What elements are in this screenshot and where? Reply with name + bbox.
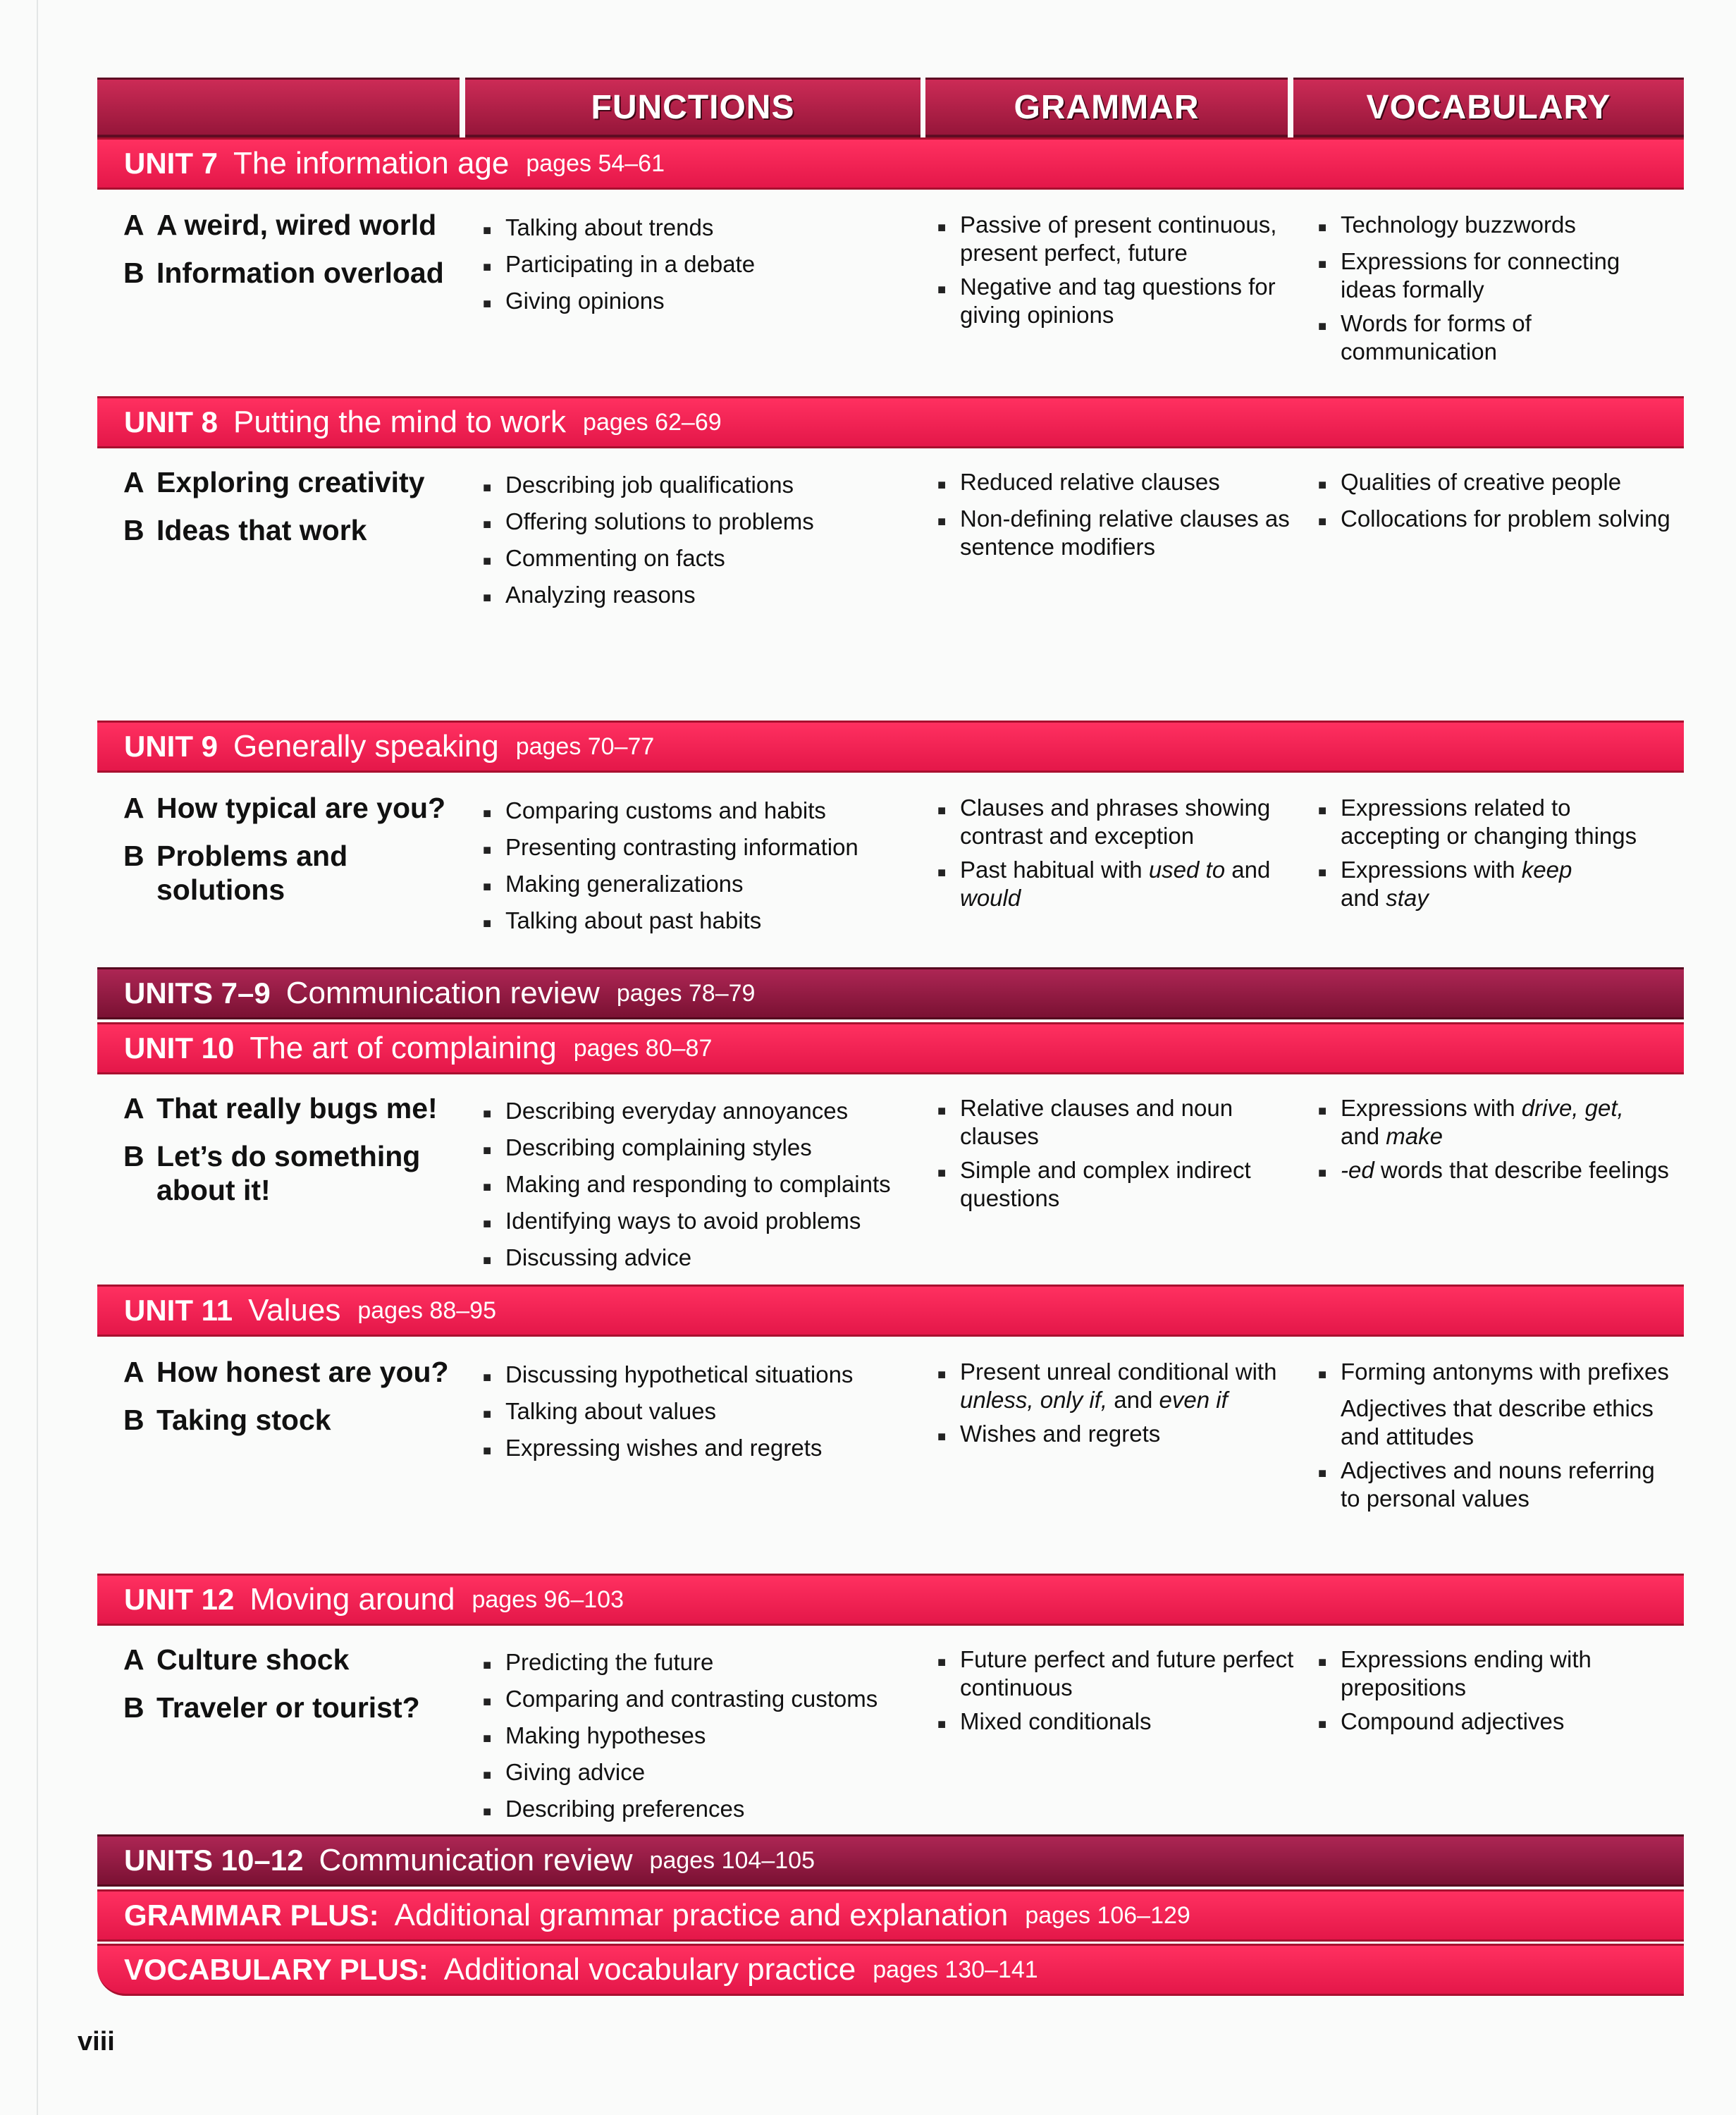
functions-text: Participating in a debate xyxy=(505,251,756,277)
functions-list xyxy=(483,1097,927,1280)
vocabulary-item xyxy=(1318,309,1685,366)
lesson-item xyxy=(123,1691,455,1724)
grammar-item xyxy=(937,505,1297,561)
unit-pages: pages 96–103 xyxy=(472,1586,624,1613)
grammar-item xyxy=(937,1156,1297,1213)
grammar-text xyxy=(960,794,1270,850)
grammar-line: sentence modifiers xyxy=(960,534,1155,560)
functions-text: Predicting the future xyxy=(505,1649,714,1675)
vocabulary-text xyxy=(1341,505,1670,536)
bullet-square-icon: ■ xyxy=(483,1216,492,1232)
vocabulary-line: Adjectives and nouns referring xyxy=(1341,1457,1655,1483)
lesson-item xyxy=(123,513,455,547)
functions-text: Talking about past habits xyxy=(505,907,762,933)
grammar-text xyxy=(960,1156,1251,1213)
functions-item xyxy=(483,907,927,938)
grammar-item xyxy=(937,1420,1297,1451)
lesson-item xyxy=(123,1403,455,1437)
lesson-item xyxy=(123,208,455,242)
bullet-square-icon: ■ xyxy=(483,1804,492,1820)
page-number: viii xyxy=(78,2027,115,2056)
bullet-square-icon: ■ xyxy=(483,1694,492,1710)
lesson-letter: A xyxy=(123,1092,144,1124)
bullet-square-icon: ■ xyxy=(937,1367,947,1383)
lesson-item xyxy=(123,791,455,825)
vocabulary-text xyxy=(1341,1457,1655,1513)
unit-number: UNIT 12 xyxy=(124,1583,235,1616)
lesson-item xyxy=(123,1091,455,1125)
vocabulary-item xyxy=(1318,1358,1685,1389)
header-functions: FUNCTIONS xyxy=(465,78,921,137)
functions-item xyxy=(483,833,927,864)
unit-pages: pages 88–95 xyxy=(357,1296,496,1324)
bullet-square-icon: ■ xyxy=(483,296,492,312)
vocabulary-item xyxy=(1318,211,1685,242)
vocabulary-text xyxy=(1341,468,1621,499)
lesson-list xyxy=(123,791,455,921)
lesson-item xyxy=(123,465,455,499)
vocabulary-line: Qualities of creative people xyxy=(1341,469,1622,495)
unit-bar-8 xyxy=(97,396,1684,448)
functions-item xyxy=(483,471,927,502)
bullet-square-icon: ■ xyxy=(483,916,492,931)
lesson-title: Problems and solutions xyxy=(156,840,348,906)
vocabulary-line: and attitudes xyxy=(1341,1423,1474,1449)
lesson-item xyxy=(123,1139,455,1207)
functions-text: Talking about values xyxy=(505,1398,717,1424)
unit-pages: pages 54–61 xyxy=(526,149,665,177)
grammar-item xyxy=(937,794,1297,850)
extra-label: VOCABULARY PLUS: xyxy=(124,1953,429,1986)
vocabulary-item xyxy=(1318,1094,1685,1151)
grammar-list xyxy=(937,211,1297,335)
grammar-line: unless, only if, and even if xyxy=(960,1387,1228,1413)
grammar-line: Wishes and regrets xyxy=(960,1421,1161,1447)
unit-pages: pages 70–77 xyxy=(515,732,655,760)
functions-text: Making generalizations xyxy=(505,871,744,897)
vocabulary-text xyxy=(1341,856,1572,912)
lesson-item xyxy=(123,839,455,907)
grammar-text xyxy=(960,273,1276,329)
functions-item xyxy=(483,1434,927,1465)
vocabulary-line: and stay xyxy=(1341,885,1429,911)
grammar-line: Non-defining relative clauses as xyxy=(960,505,1290,532)
grammar-line: Passive of present continuous, xyxy=(960,212,1277,238)
bullet-square-icon: ■ xyxy=(483,517,492,532)
grammar-line: giving opinions xyxy=(960,302,1114,328)
lesson-title: Ideas that work xyxy=(156,514,367,546)
functions-text: Making and responding to complaints xyxy=(505,1171,891,1197)
unit-number: UNIT 11 xyxy=(124,1294,233,1327)
grammar-list xyxy=(937,794,1297,918)
functions-text: Expressing wishes and regrets xyxy=(505,1435,823,1461)
unit-pages: pages 62–69 xyxy=(583,408,722,436)
lesson-list xyxy=(123,208,455,304)
grammar-text xyxy=(960,468,1220,499)
vocabulary-line: Technology buzzwords xyxy=(1341,212,1576,238)
lesson-list xyxy=(123,1643,455,1739)
lesson-list xyxy=(123,1091,455,1221)
grammar-text xyxy=(960,1708,1151,1739)
grammar-text xyxy=(960,1358,1276,1414)
grammar-item xyxy=(937,1708,1297,1739)
bullet-square-icon: ■ xyxy=(483,1106,492,1122)
lesson-letter: B xyxy=(123,514,144,546)
lesson-letter: A xyxy=(123,209,144,241)
functions-text: Comparing and contrasting customs xyxy=(505,1686,878,1712)
bullet-square-icon: ■ xyxy=(483,259,492,275)
vocabulary-text xyxy=(1341,794,1637,850)
bullet-square-icon: ■ xyxy=(483,1143,492,1158)
functions-item xyxy=(483,1722,927,1753)
vocabulary-plus-bar xyxy=(97,1944,1684,1996)
grammar-line: Past habitual with used to and xyxy=(960,857,1271,883)
vocabulary-line: Words for forms of communication xyxy=(1341,310,1532,364)
functions-item xyxy=(483,870,927,901)
grammar-line: Future perfect and future perfect xyxy=(960,1646,1294,1672)
functions-list xyxy=(483,214,927,324)
vocabulary-line: Adjectives that describe ethics xyxy=(1341,1395,1654,1421)
bullet-square-icon: ■ xyxy=(1318,257,1327,272)
vocabulary-text xyxy=(1341,1708,1564,1739)
functions-item xyxy=(483,214,927,245)
functions-list xyxy=(483,1648,927,1832)
bullet-square-icon: ■ xyxy=(937,1165,947,1181)
unit-pages: pages 80–87 xyxy=(573,1034,713,1062)
vocabulary-line: Forming antonyms with prefixes xyxy=(1341,1359,1669,1385)
lesson-letter: A xyxy=(123,466,144,498)
functions-item xyxy=(483,1097,927,1128)
grammar-text xyxy=(960,1645,1293,1702)
lesson-title: A weird, wired world xyxy=(156,209,437,241)
bullet-square-icon: ■ xyxy=(1318,803,1327,819)
bullet-square-icon: ■ xyxy=(1318,514,1327,529)
bullet-square-icon: ■ xyxy=(937,803,947,819)
functions-item xyxy=(483,508,927,539)
review-bar-10-12 xyxy=(97,1834,1684,1887)
bullet-square-icon: ■ xyxy=(483,590,492,606)
functions-text: Describing everyday annoyances xyxy=(505,1098,849,1124)
bullet-square-icon: ■ xyxy=(1318,1103,1327,1119)
header-blank-cell xyxy=(97,78,460,137)
functions-text: Giving opinions xyxy=(505,288,665,314)
page-edge-line xyxy=(37,0,38,2115)
functions-item xyxy=(483,544,927,575)
functions-item xyxy=(483,1648,927,1679)
functions-item xyxy=(483,1134,927,1165)
review-pages: pages 104–105 xyxy=(649,1846,815,1874)
vocabulary-list xyxy=(1318,211,1685,372)
bullet-square-icon: ■ xyxy=(483,1406,492,1422)
bullet-square-icon: ■ xyxy=(483,1767,492,1783)
unit-bar-9 xyxy=(97,721,1684,773)
unit-title: The art of complaining xyxy=(250,1031,557,1065)
grammar-line: Simple and complex indirect xyxy=(960,1157,1251,1183)
bullet-square-icon: ■ xyxy=(483,806,492,821)
functions-item xyxy=(483,1244,927,1275)
bullet-square-icon: ■ xyxy=(937,282,947,298)
bullet-square-icon: ■ xyxy=(483,553,492,569)
vocabulary-list xyxy=(1318,794,1685,918)
bullet-square-icon: ■ xyxy=(937,514,947,529)
lesson-letter: A xyxy=(123,792,144,824)
bullet-square-icon: ■ xyxy=(483,1731,492,1746)
vocabulary-item xyxy=(1318,468,1685,499)
functions-item xyxy=(483,1397,927,1428)
functions-text: Comparing customs and habits xyxy=(505,797,826,823)
bullet-square-icon: ■ xyxy=(483,879,492,895)
functions-list xyxy=(483,797,927,943)
vocabulary-list xyxy=(1318,1358,1685,1519)
vocabulary-text xyxy=(1341,309,1685,366)
bullet-square-icon: ■ xyxy=(937,1103,947,1119)
functions-text: Describing preferences xyxy=(505,1796,745,1822)
bullet-square-icon: ■ xyxy=(1318,1717,1327,1732)
functions-item xyxy=(483,1170,927,1201)
grammar-item xyxy=(937,468,1297,499)
grammar-text xyxy=(960,505,1290,561)
unit-bar-11 xyxy=(97,1285,1684,1337)
functions-item xyxy=(483,287,927,318)
vocabulary-line: Compound adjectives xyxy=(1341,1708,1565,1734)
unit-title: The information age xyxy=(233,146,510,180)
vocabulary-item xyxy=(1318,1645,1685,1702)
vocabulary-line: Expressions for connecting xyxy=(1341,248,1620,274)
vocabulary-text xyxy=(1341,1394,1654,1451)
lesson-title: That really bugs me! xyxy=(156,1092,438,1124)
lesson-title: How honest are you? xyxy=(156,1356,449,1388)
bullet-square-icon: ■ xyxy=(1318,865,1327,881)
lesson-title: Let’s do something about it! xyxy=(156,1140,421,1206)
lesson-title: Traveler or tourist? xyxy=(156,1691,420,1724)
review-title: Communication review xyxy=(319,1843,633,1877)
grammar-plus-bar xyxy=(97,1889,1684,1942)
vocabulary-line: Expressions related to xyxy=(1341,795,1571,821)
bullet-square-icon: ■ xyxy=(483,1443,492,1459)
bullet-square-icon: ■ xyxy=(1318,1655,1327,1670)
lesson-list xyxy=(123,465,455,561)
lesson-letter: B xyxy=(123,840,144,872)
bullet-square-icon: ■ xyxy=(483,1179,492,1195)
bullet-square-icon: ■ xyxy=(937,220,947,235)
grammar-line: Relative clauses and noun clauses xyxy=(960,1095,1233,1149)
review-bar-7-9 xyxy=(97,967,1684,1019)
grammar-line: present perfect, future xyxy=(960,240,1188,266)
vocabulary-line: to personal values xyxy=(1341,1485,1529,1512)
functions-item xyxy=(483,797,927,828)
grammar-item xyxy=(937,1358,1297,1414)
unit-title: Putting the mind to work xyxy=(233,405,567,439)
bullet-square-icon: ■ xyxy=(937,1429,947,1445)
vocabulary-line: and make xyxy=(1341,1123,1443,1149)
review-pages: pages 78–79 xyxy=(616,979,756,1007)
unit-title: Generally speaking xyxy=(233,729,499,764)
grammar-line: Mixed conditionals xyxy=(960,1708,1152,1734)
unit-bar-10 xyxy=(97,1022,1684,1074)
review-number: UNITS 10–12 xyxy=(124,1844,304,1877)
functions-text: Describing complaining styles xyxy=(505,1134,812,1160)
extra-pages: pages 106–129 xyxy=(1025,1901,1190,1929)
bullet-square-icon: ■ xyxy=(937,865,947,881)
functions-text: Identifying ways to avoid problems xyxy=(505,1208,861,1234)
vocabulary-text xyxy=(1341,1358,1669,1389)
grammar-line: contrast and exception xyxy=(960,823,1195,849)
bullet-square-icon: ■ xyxy=(483,1370,492,1385)
lesson-title: How typical are you? xyxy=(156,792,446,824)
lesson-letter: B xyxy=(123,1404,144,1436)
functions-text: Analyzing reasons xyxy=(505,582,696,608)
vocabulary-line: Expressions with keep xyxy=(1341,857,1572,883)
header-grammar: GRAMMAR xyxy=(925,78,1288,137)
vocabulary-item xyxy=(1318,856,1685,912)
lesson-item xyxy=(123,256,455,290)
grammar-list xyxy=(937,1645,1297,1744)
functions-list xyxy=(483,1361,927,1471)
lesson-title: Culture shock xyxy=(156,1643,350,1676)
functions-text: Commenting on facts xyxy=(505,545,725,571)
grammar-line: continuous xyxy=(960,1674,1073,1700)
unit-number: UNIT 9 xyxy=(124,730,218,763)
lesson-list xyxy=(123,1355,455,1451)
functions-text: Offering solutions to problems xyxy=(505,508,814,534)
bullet-square-icon: ■ xyxy=(1318,1165,1327,1181)
grammar-text xyxy=(960,211,1276,267)
grammar-line: Present unreal conditional with xyxy=(960,1359,1277,1385)
vocabulary-line: -ed words that describe feelings xyxy=(1341,1157,1669,1183)
unit-bar-12 xyxy=(97,1574,1684,1626)
vocabulary-line: prepositions xyxy=(1341,1674,1466,1700)
vocabulary-list xyxy=(1318,1645,1685,1744)
grammar-list xyxy=(937,468,1297,567)
functions-text: Making hypotheses xyxy=(505,1722,706,1748)
bullet-square-icon: ■ xyxy=(1318,1466,1327,1481)
grammar-line: Clauses and phrases showing xyxy=(960,795,1271,821)
grammar-item xyxy=(937,211,1297,267)
vocabulary-text xyxy=(1341,211,1576,242)
functions-item xyxy=(483,581,927,612)
vocabulary-line: Collocations for problem solving xyxy=(1341,505,1670,532)
functions-text: Presenting contrasting information xyxy=(505,834,858,860)
functions-item xyxy=(483,1207,927,1238)
vocabulary-text xyxy=(1341,247,1620,304)
grammar-item xyxy=(937,273,1297,329)
unit-title: Values xyxy=(248,1293,341,1328)
functions-text: Discussing hypothetical situations xyxy=(505,1361,854,1387)
lesson-letter: B xyxy=(123,257,144,289)
bullet-square-icon: ■ xyxy=(483,842,492,858)
extra-label: GRAMMAR PLUS: xyxy=(124,1899,379,1932)
bullet-square-icon: ■ xyxy=(1318,1367,1327,1383)
lesson-letter: A xyxy=(123,1356,144,1388)
grammar-text xyxy=(960,1420,1160,1451)
grammar-line: would xyxy=(960,885,1021,911)
grammar-item xyxy=(937,856,1297,912)
unit-number: UNIT 7 xyxy=(124,147,218,180)
bullet-square-icon: ■ xyxy=(1318,319,1327,334)
grammar-line: Reduced relative clauses xyxy=(960,469,1220,495)
review-number: UNITS 7–9 xyxy=(124,976,271,1010)
unit-title: Moving around xyxy=(250,1582,455,1617)
vocabulary-item xyxy=(1318,1457,1685,1513)
extra-title: Additional grammar practice and explanation xyxy=(394,1898,1009,1932)
extra-title: Additional vocabulary practice xyxy=(443,1952,856,1987)
lesson-item xyxy=(123,1355,455,1389)
functions-text: Describing job qualifications xyxy=(505,472,794,498)
vocabulary-text xyxy=(1341,1094,1624,1151)
functions-item xyxy=(483,1361,927,1392)
lesson-title: Exploring creativity xyxy=(156,466,425,498)
grammar-text xyxy=(960,1094,1297,1151)
lesson-item xyxy=(123,1643,455,1676)
lesson-title: Taking stock xyxy=(156,1404,331,1436)
header-vocabulary: VOCABULARY xyxy=(1293,78,1684,137)
functions-text: Giving advice xyxy=(505,1759,646,1785)
bullet-square-icon: ■ xyxy=(1318,477,1327,493)
extra-pages: pages 130–141 xyxy=(873,1956,1038,1983)
unit-number: UNIT 10 xyxy=(124,1031,235,1065)
lesson-letter: B xyxy=(123,1691,144,1724)
vocabulary-line: Expressions ending with xyxy=(1341,1646,1592,1672)
grammar-text xyxy=(960,856,1270,912)
vocabulary-line: Expressions with drive, get, xyxy=(1341,1095,1624,1121)
grammar-line: questions xyxy=(960,1185,1060,1211)
bullet-square-icon: ■ xyxy=(483,1253,492,1268)
review-title: Communication review xyxy=(285,976,600,1010)
unit-number: UNIT 8 xyxy=(124,405,218,439)
vocabulary-item xyxy=(1318,1156,1685,1187)
bullet-square-icon: ■ xyxy=(937,1717,947,1732)
lesson-letter: A xyxy=(123,1643,144,1676)
unit-bar-7 xyxy=(97,137,1684,190)
vocabulary-item xyxy=(1318,1708,1685,1739)
vocabulary-text xyxy=(1341,1156,1669,1187)
vocabulary-list xyxy=(1318,468,1685,541)
bullet-square-icon: ■ xyxy=(483,1657,492,1673)
grammar-item xyxy=(937,1094,1297,1151)
vocabulary-item xyxy=(1318,1394,1685,1451)
vocabulary-item xyxy=(1318,794,1685,850)
functions-list xyxy=(483,471,927,618)
vocabulary-line: accepting or changing things xyxy=(1341,823,1637,849)
functions-item xyxy=(483,1795,927,1826)
functions-item xyxy=(483,1758,927,1789)
vocabulary-item xyxy=(1318,247,1685,304)
grammar-list xyxy=(937,1358,1297,1457)
lesson-title: Information overload xyxy=(156,257,444,289)
bullet-square-icon: ■ xyxy=(937,477,947,493)
vocabulary-item xyxy=(1318,505,1685,536)
bullet-square-icon: ■ xyxy=(483,480,492,496)
bullet-square-icon: ■ xyxy=(483,223,492,238)
vocabulary-line: ideas formally xyxy=(1341,276,1484,302)
bullet-square-icon: ■ xyxy=(1318,220,1327,235)
vocabulary-text xyxy=(1341,1645,1592,1702)
functions-item xyxy=(483,250,927,281)
bullet-square-icon: ■ xyxy=(937,1655,947,1670)
functions-text: Discussing advice xyxy=(505,1244,692,1270)
grammar-list xyxy=(937,1094,1297,1218)
vocabulary-list xyxy=(1318,1094,1685,1193)
grammar-item xyxy=(937,1645,1297,1702)
functions-item xyxy=(483,1685,927,1716)
functions-text: Talking about trends xyxy=(505,214,714,240)
lesson-letter: B xyxy=(123,1140,144,1172)
grammar-line: Negative and tag questions for xyxy=(960,274,1276,300)
